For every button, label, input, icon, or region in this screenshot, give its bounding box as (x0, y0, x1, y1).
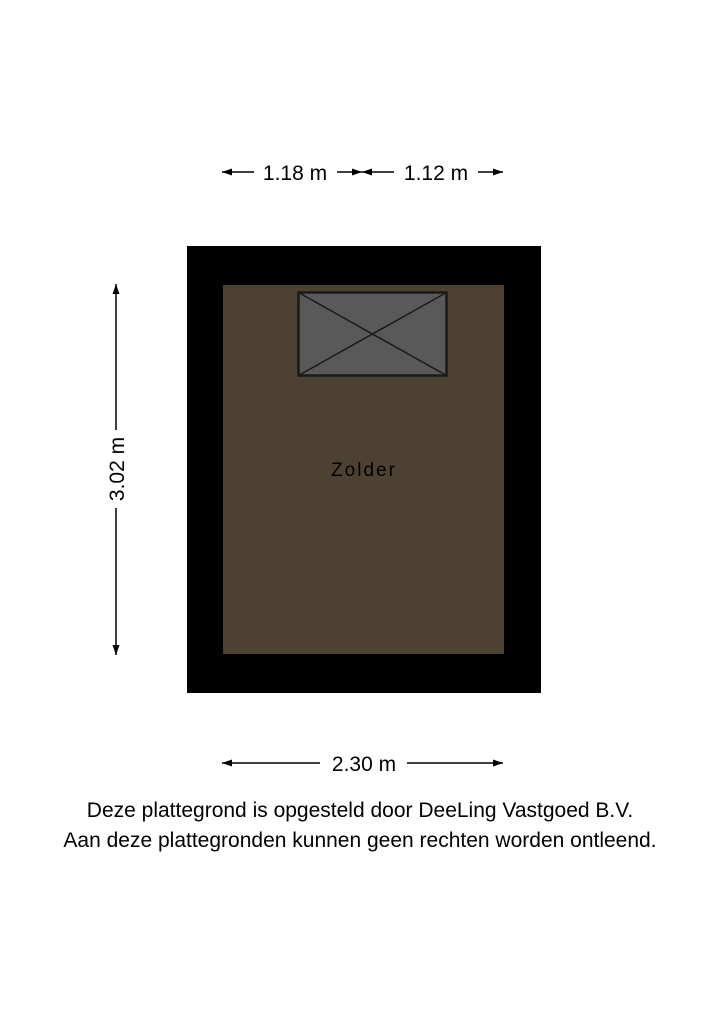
disclaimer-line-2: Aan deze plattegronden kunnen geen rechten worden ontleend. (63, 829, 657, 852)
dimension-label-top-left: 1.18 m (262, 162, 328, 185)
bottom-dimension (222, 753, 503, 776)
skylight (299, 293, 447, 376)
top-dimension-left (222, 162, 362, 185)
disclaimer-line-1: Deze plattegrond is opgesteld door DeeLing Vastgoed B.V. (86, 799, 634, 822)
room-label: Zolder (331, 460, 397, 481)
dimension-label-bottom: 2.30 m (331, 753, 397, 776)
top-dimension-right (362, 162, 503, 185)
dimension-label-left: 3.02 m (106, 436, 129, 502)
left-dimension (106, 284, 129, 655)
dimension-label-top-right: 1.12 m (403, 162, 469, 185)
